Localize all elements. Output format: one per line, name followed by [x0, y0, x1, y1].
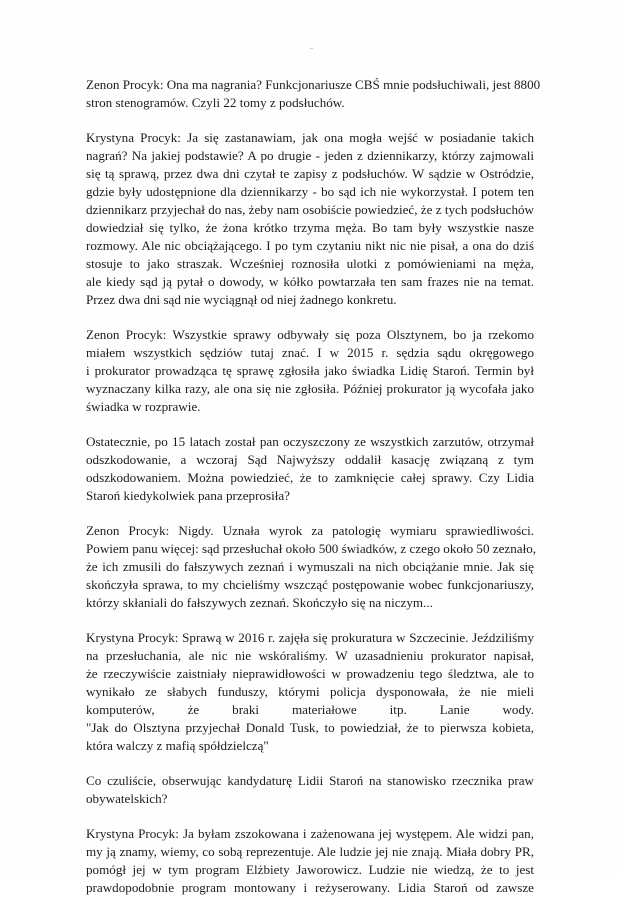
text-line: że ich zmusili do fałszywych zeznań i wymuszali na nich obciążanie mnie. Jak się	[86, 559, 534, 574]
text-line: na przesłuchania, ale nic nie wskóraliśmy. W uzasadnieniu prokurator napisał,	[86, 648, 534, 663]
paragraph	[86, 129, 534, 309]
text-line: ale kiedy sąd ją pytał o dowody, w kółko powtarzała ten sam frazes nie na temat.	[86, 274, 534, 289]
text-line: stron stenogramów. Czyli 22 tomy z podsłuchów.	[86, 95, 345, 110]
text-line: Ostatecznie, po 15 latach został pan oczyszczony ze wszystkich zarzutów, otrzymał	[86, 434, 534, 449]
text-line: którzy skłaniali do fałszywych zeznań. Skończyło się na niczym...	[86, 595, 433, 610]
text-line: my ją znamy, wiemy, co sobą reprezentuje. Ale ludzie jej nie znają. Miała dobry PR,	[86, 844, 534, 859]
text-line: Zenon Procyk: Ona ma nagrania? Funkcjonariusze CBŚ mnie podsłuchiwali, jest 8800	[86, 77, 541, 92]
text-line: Zenon Procyk: Wszystkie sprawy odbywały się poza Olsztynem, bo ja rzekomo	[86, 327, 534, 342]
paragraph	[86, 76, 541, 112]
text-line: pomógł jej w tym program Elżbiety Jaworowicz. Ludzie nie wiedzą, że to jest	[86, 862, 534, 877]
paragraph	[86, 433, 534, 505]
text-line: odszkodowaniem. Można powiedzieć, że to zamknięcie całej sprawy. Czy Lidia	[86, 470, 534, 485]
paragraph	[86, 772, 534, 808]
text-line: Krystyna Procyk: Sprawą w 2016 r. zajęła się prokuratura w Szczecinie. Jeździliśmy	[86, 630, 534, 645]
text-line: Co czuliście, obserwując kandydaturę Lidii Staroń na stanowisko rzecznika praw	[86, 773, 534, 788]
text-line: się tą sprawą, przez dwa dni czytał te zapisy z podsłuchów. W sądzie w Ostródzie,	[86, 166, 534, 181]
text-line: gdzie były udostępnione dla dziennikarzy - bo sąd ich nie wykorzystał. I potem ten	[86, 184, 534, 199]
text-line: komputerów, że braki materiałowe itp. Lanie wody.	[86, 702, 534, 717]
paragraph	[86, 326, 534, 416]
text-line: wyznaczany kilka razy, ale ona się nie zgłosiła. Później prokurator ją wycofała jako	[86, 381, 534, 396]
text-line: i prokurator prowadząca tę sprawę zgłosiła jako świadka Lidię Staroń. Termin był	[86, 363, 534, 378]
text-line: świadka w rozprawie.	[86, 399, 201, 414]
text-line: stosuje to jako straszak. Wcześniej roznosiła ulotki z pomówieniami na męża,	[86, 256, 534, 271]
paragraph	[86, 629, 534, 755]
text-line: dowiedział się tylko, że żona krótko trzyma męża. Bo tam były wszystkie nasze	[86, 220, 534, 235]
text-line: "Jak do Olsztyna przyjechał Donald Tusk, to powiedział, że to pierwsza kobieta,	[86, 720, 534, 735]
text-line: Staroń kiedykolwiek pana przeprosiła?	[86, 488, 290, 503]
text-line: Krystyna Procyk: Ja się zastanawiam, jak ona mogła wejść w posiadanie takich	[86, 130, 534, 145]
text-line: wynikało ze słabych funduszy, którymi policja dysponowała, że nie mieli	[86, 684, 534, 699]
text-line: skończyła sprawa, to my chcieliśmy wszcząć postępowanie wobec funkcjonariuszy,	[86, 577, 534, 592]
text-line: która walczy z mafią spółdzielczą"	[86, 738, 269, 753]
text-line: miałem wszystkich sędziów tutaj znać. I w 2015 r. sędzia sądu okręgowego	[86, 345, 534, 360]
text-line: Przez dwa dni sąd nie wyciągnął od niej żadnego konkretu.	[86, 292, 397, 307]
text-line: prawdopodobnie program montowany i reżyserowany. Lidia Staroń od zawsze	[86, 880, 534, 895]
text-line: że rzeczywiście zaistniały nieprawidłowości w prowadzeniu tego śledztwa, ale to	[86, 666, 534, 681]
text-line: Krystyna Procyk: Ja byłam zszokowana i zażenowana jej występem. Ale widzi pan,	[86, 826, 534, 841]
paragraph	[86, 522, 537, 612]
text-line: Powiem panu więcej: sąd przesłuchał około 500 świadków, z czego około 50 zeznało,	[86, 541, 537, 556]
text-line: odszkodowanie, a wczoraj Sąd Najwyższy oddalił kasację związaną z tym	[86, 452, 534, 467]
text-line: obywatelskich?	[86, 791, 168, 806]
text-line: rozmowy. Ale nic obciążającego. I po tym czytaniu nikt nic nie pisał, a ona do dziś	[86, 238, 534, 253]
paragraph	[86, 825, 534, 897]
text-line: Zenon Procyk: Nigdy. Uznała wyrok za patologię wymiaru sprawiedliwości.	[86, 523, 534, 538]
scan-artifact	[310, 48, 313, 49]
document-body	[86, 76, 541, 914]
text-line: nagrań? Na jakiej podstawie? A po drugie - jeden z dziennikarzy, którzy zajmowali	[86, 148, 534, 163]
text-line: dziennikarz przyjechał do nas, żeby nam osobiście powiedzieć, że z tych podsłuchów	[86, 202, 534, 217]
